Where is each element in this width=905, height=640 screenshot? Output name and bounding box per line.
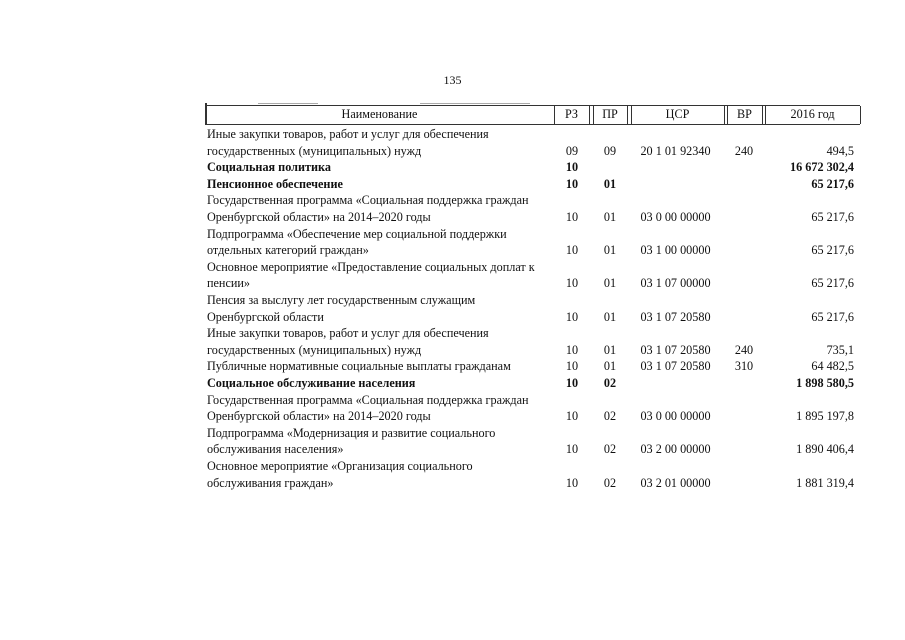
row-name-line: отдельных категорий граждан» xyxy=(207,243,369,258)
row-csr: 03 0 00 00000 xyxy=(640,209,711,224)
row-amount: 16 672 302,4 xyxy=(790,160,854,175)
row-csr: 20 1 01 92340 xyxy=(640,143,711,158)
row-name-line: Пенсия за выслугу лет государственным служащим xyxy=(207,293,476,307)
row-csr: 03 2 00 00000 xyxy=(640,442,711,457)
header-rz: РЗ xyxy=(564,107,579,121)
table-row xyxy=(0,192,905,225)
row-rz: 10 xyxy=(565,276,579,291)
header-name: Наименование xyxy=(341,107,418,121)
row-pr: 01 xyxy=(603,209,617,224)
table-row xyxy=(0,259,905,292)
table-row xyxy=(0,458,905,491)
row-pr: 09 xyxy=(603,143,617,158)
row-rz: 10 xyxy=(565,243,579,258)
row-name-line: Основное мероприятие «Организация социального xyxy=(207,459,473,473)
row-csr: 03 0 00 00000 xyxy=(640,409,711,424)
row-name-line: государственных (муниципальных) нужд xyxy=(207,143,422,158)
page-number: 135 xyxy=(443,73,462,87)
row-name-line: обслуживания граждан» xyxy=(207,475,334,490)
row-name-line: Социальное обслуживание населения xyxy=(207,376,416,390)
row-name-line: государственных (муниципальных) нужд xyxy=(207,342,422,357)
row-rz: 10 xyxy=(565,342,579,357)
row-name-line: Подпрограмма «Обеспечение мер социальной поддержки xyxy=(207,226,507,241)
row-name xyxy=(207,226,552,259)
row-name xyxy=(207,176,552,193)
table-row xyxy=(0,392,905,425)
row-name xyxy=(207,159,552,176)
row-name xyxy=(207,292,552,325)
row-name xyxy=(207,325,552,358)
row-pr: 01 xyxy=(603,243,617,258)
row-rz: 10 xyxy=(565,475,579,490)
row-name-line: пенсии» xyxy=(207,276,251,291)
row-amount: 64 482,5 xyxy=(811,359,854,374)
table-row xyxy=(0,226,905,259)
row-amount: 65 217,6 xyxy=(811,276,854,291)
row-pr: 01 xyxy=(603,276,617,291)
header-bottom-rule xyxy=(205,124,860,125)
row-rz: 10 xyxy=(565,160,579,175)
row-rz: 10 xyxy=(565,442,579,457)
row-rz: 10 xyxy=(565,359,579,374)
row-amount: 1 898 580,5 xyxy=(796,376,854,390)
row-name-line: Оренбургской области» на 2014–2020 годы xyxy=(207,209,431,224)
row-vr: 310 xyxy=(734,359,754,374)
row-name xyxy=(207,458,552,491)
row-name-line: Социальная политика xyxy=(207,160,331,175)
row-amount: 65 217,6 xyxy=(811,176,854,191)
table-row xyxy=(0,126,905,159)
table-row xyxy=(0,375,905,392)
row-amount: 1 881 319,4 xyxy=(796,475,854,490)
row-pr: 01 xyxy=(603,176,617,191)
row-rz: 10 xyxy=(565,376,579,390)
row-pr: 02 xyxy=(603,475,617,490)
row-name xyxy=(207,358,552,375)
row-rz: 10 xyxy=(565,309,579,324)
row-rz: 10 xyxy=(565,409,579,424)
row-name-line: Иные закупки товаров, работ и услуг для обеспечения xyxy=(207,326,489,341)
row-amount: 65 217,6 xyxy=(811,243,854,258)
row-rz: 09 xyxy=(565,143,579,158)
row-name-line: обслуживания населения» xyxy=(207,442,344,457)
row-name xyxy=(207,192,552,225)
row-name xyxy=(207,392,552,425)
row-amount: 494,5 xyxy=(826,143,854,158)
table-row xyxy=(0,325,905,358)
row-name-line: Государственная программа «Социальная поддержка граждан xyxy=(207,193,529,208)
row-csr: 03 1 07 20580 xyxy=(640,359,711,374)
row-csr: 03 1 00 00000 xyxy=(640,243,711,258)
row-rz: 10 xyxy=(565,176,579,191)
row-amount: 1 890 406,4 xyxy=(796,442,854,457)
scan-artifact xyxy=(258,103,318,104)
row-amount: 1 895 197,8 xyxy=(796,409,854,424)
row-vr: 240 xyxy=(734,342,754,357)
header-csr: ЦСР xyxy=(665,107,690,121)
row-name-line: Государственная программа «Социальная поддержка граждан xyxy=(207,392,529,407)
row-amount: 65 217,6 xyxy=(811,309,854,324)
row-csr: 03 1 07 20580 xyxy=(640,342,711,357)
row-pr: 02 xyxy=(603,376,617,390)
header-vr: ВР xyxy=(737,107,752,121)
row-csr: 03 1 07 20580 xyxy=(640,309,711,324)
scan-artifact xyxy=(420,103,530,104)
row-name-line: Подпрограмма «Модернизация и развитие социального xyxy=(207,425,496,440)
row-name-line: Оренбургской области» на 2014–2020 годы xyxy=(207,409,431,424)
row-name xyxy=(207,425,552,458)
row-name-line: Иные закупки товаров, работ и услуг для обеспечения xyxy=(207,127,489,141)
row-name xyxy=(207,126,552,159)
row-name-line: Пенсионное обеспечение xyxy=(207,176,343,191)
row-name xyxy=(207,259,552,292)
row-name-line: Оренбургской области xyxy=(207,309,324,324)
table-row xyxy=(0,358,905,375)
table-row xyxy=(0,176,905,193)
row-rz: 10 xyxy=(565,209,579,224)
header-pr: ПР xyxy=(602,107,618,121)
row-name-line: Основное мероприятие «Предоставление социальных доплат к xyxy=(207,259,535,274)
row-amount: 735,1 xyxy=(826,342,854,357)
row-pr: 02 xyxy=(603,442,617,457)
table-row xyxy=(0,292,905,325)
row-csr: 03 1 07 00000 xyxy=(640,276,711,291)
row-amount: 65 217,6 xyxy=(811,209,854,224)
row-pr: 01 xyxy=(603,359,617,374)
row-vr: 240 xyxy=(734,143,754,158)
row-name-line: Публичные нормативные социальные выплаты гражданам xyxy=(207,359,511,374)
table-row xyxy=(0,159,905,176)
header-year: 2016 год xyxy=(790,107,835,121)
row-name xyxy=(207,375,552,392)
row-pr: 01 xyxy=(603,342,617,357)
row-pr: 01 xyxy=(603,309,617,324)
table-row xyxy=(0,425,905,458)
row-pr: 02 xyxy=(603,409,617,424)
row-csr: 03 2 01 00000 xyxy=(640,475,711,490)
